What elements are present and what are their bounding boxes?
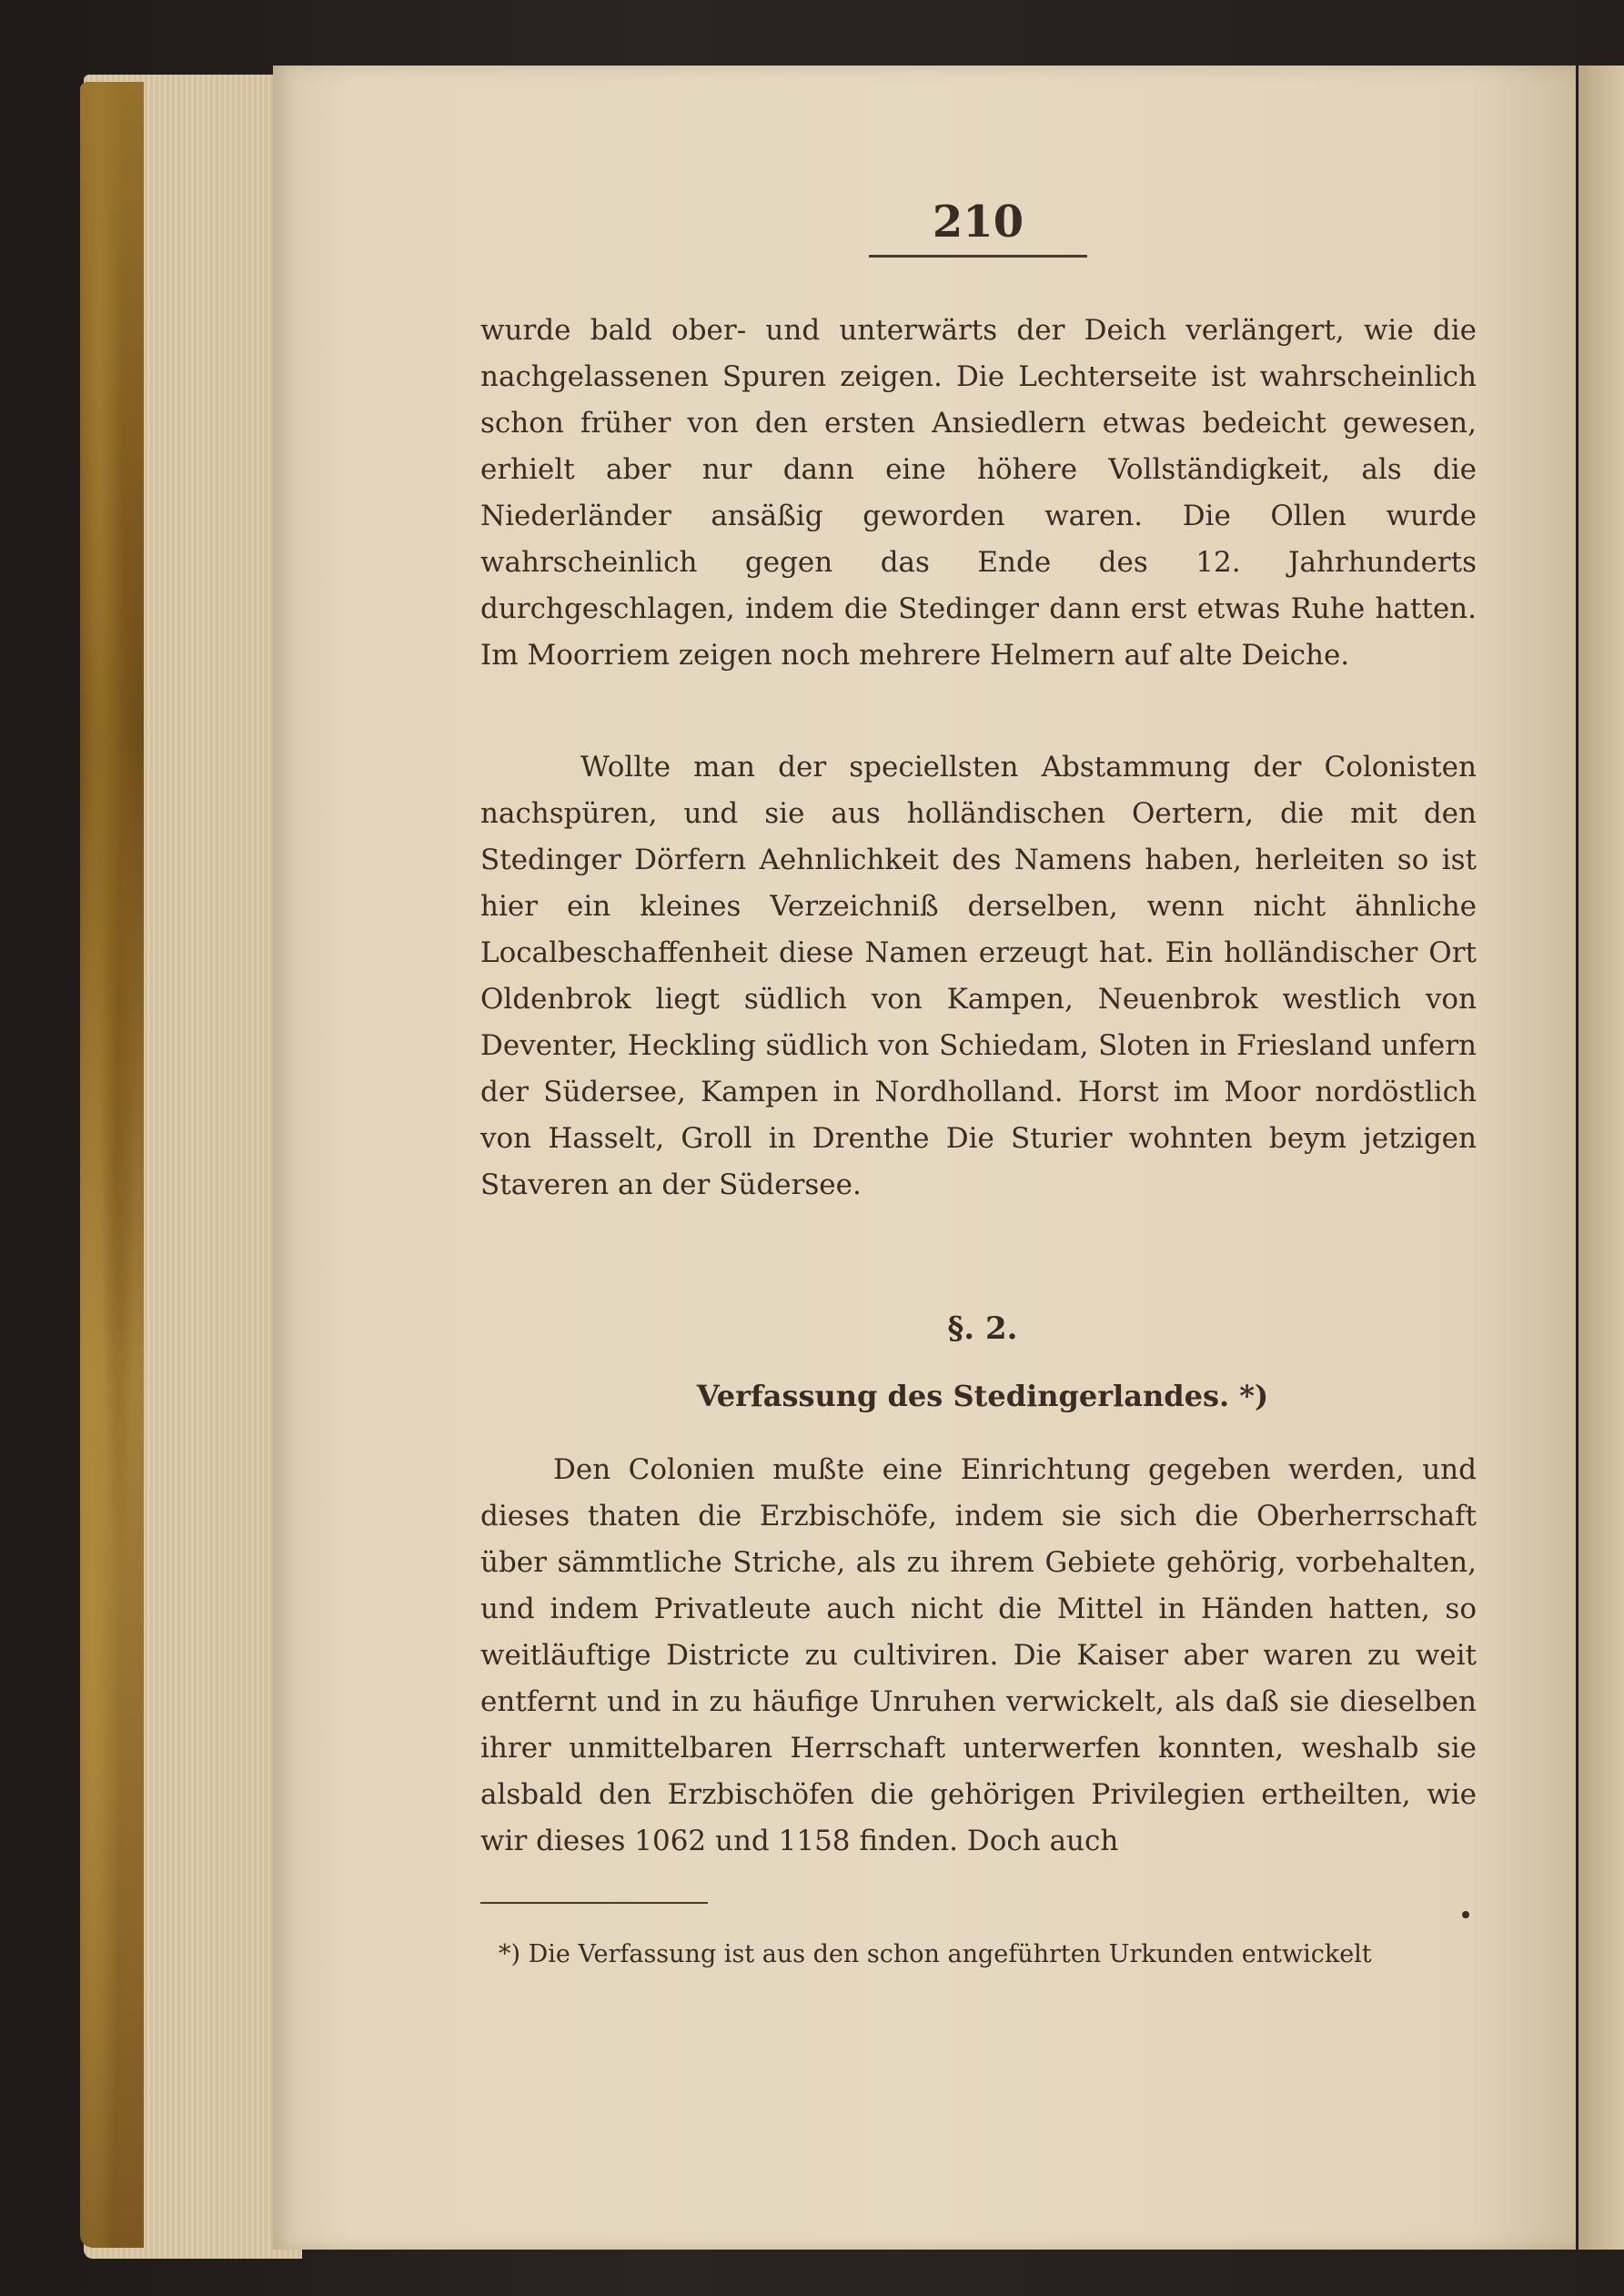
- paragraph-1: wurde bald ober- und unterwärts der Deich verlängert, wie die nachgelassenen Spuren zeigen. Die Lechterseite ist wahrscheinlich schon früher von den ersten Ansiedlern etwas bedeicht gewesen, erhielt aber nur dann eine höhere Vollständigkeit, als die Niederländer ansäßig geworden waren. Die Ollen wurde wahrscheinlich gegen das Ende des 12. Jahrhunderts durchgeschlagen, indem die Stedinger dann erst etwas Ruhe hatten. Im Moorriem zeigen noch mehrere Helmern auf alte Deiche.: [480, 314, 1477, 672]
- facing-page-edge: [1579, 66, 1624, 2250]
- section-title: Verfassung des Stedingerlandes. *): [696, 1379, 1269, 1413]
- marbled-cover-edge: [80, 82, 144, 2248]
- paragraph-3: Den Colonien mußte eine Einrichtung gegeben werden, und dieses thaten die Erzbischöfe, indem sie sich die Oberherrschaft über sämmtliche Striche, als zu ihrem Gebiete gehörig, vorbehalten, und indem Privatleute auch nicht die Mittel in Händen hatten, so weitläuftige Districte zu cultiviren. Die Kaiser aber waren zu weit entfernt und in zu häufige Unruhen verwickelt, als daß sie dieselben ihrer unmittelbaren Herrschaft unterwerfen konnten, weshalb sie alsbald den Erzbischöfen die gehörigen Privilegien ertheilten, wie wir dieses 1062 und 1158 finden. Doch auch: [480, 1453, 1477, 1857]
- page-number-rule: [869, 255, 1087, 258]
- footnote-rule: [480, 1902, 708, 1904]
- paragraph-2: Wollte man der speciellsten Abstammung der Colonisten nachspüren, und sie aus holländischen Oertern, die mit den Stedinger Dörfern Aehnlichkeit des Namens haben, herleiten so ist hier ein kleines Verzeichniß derselben, wenn nicht ähnliche Localbeschaffenheit diese Namen erzeugt hat. Ein holländischer Ort Oldenbrok liegt südlich von Kampen, Neuenbrok westlich von Deventer, Heckling südlich von Schiedam, Sloten in Friesland unfern der Südersee, Kampen in Nordholland. Horst im Moor nordöstlich von Hasselt, Groll in Drenthe Die Sturier wohnten beym jetzigen Staveren an der Südersee.: [480, 751, 1477, 1201]
- footnote: *) Die Verfassung ist aus den schon angeführten Urkunden entwickelt: [499, 1940, 1372, 1968]
- ink-dot: [1462, 1911, 1469, 1918]
- page-number: 210: [932, 197, 1024, 248]
- section-mark: §. 2.: [947, 1310, 1018, 1347]
